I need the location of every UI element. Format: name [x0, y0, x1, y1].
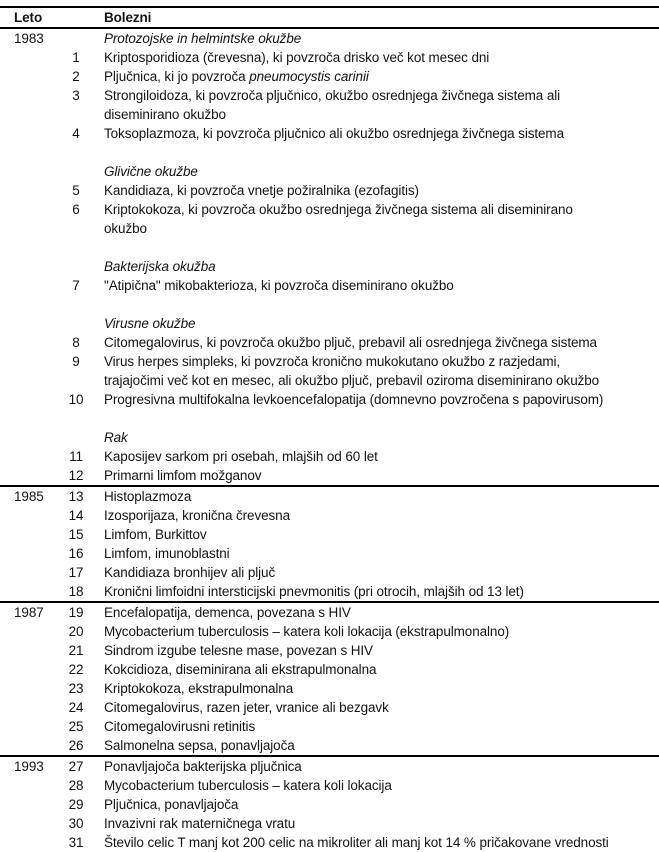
- year-cell: [0, 447, 52, 466]
- table-row: [0, 776, 659, 795]
- disease-text-line: okužbo: [104, 221, 147, 236]
- table-body: [0, 28, 659, 852]
- item-number: 12: [68, 468, 84, 483]
- column-header-leto: Leto: [0, 7, 52, 28]
- spacer-cell: [0, 295, 659, 314]
- disease-text: [100, 506, 659, 525]
- item-number: 17: [68, 565, 84, 580]
- spacer-cell: [0, 409, 659, 428]
- disease-text-line: Kriptokokoza, ekstrapulmonalna: [104, 681, 294, 696]
- disease-text: [100, 124, 659, 143]
- disease-text-line: Progresivna multifokalna levkoencefalopatija (domnevno povzročena s papovirusom): [104, 392, 604, 407]
- year-cell: 1985: [0, 486, 52, 506]
- disease-text-line: Virus herpes simpleks, ki povzroča kronično mukokutano okužbo z razjedami,: [104, 354, 561, 369]
- disease-text: [100, 86, 659, 124]
- year-cell: [0, 582, 52, 602]
- year-cell: [0, 622, 52, 641]
- disease-text: [100, 276, 659, 295]
- disease-group-header: [100, 162, 659, 181]
- table-row: [0, 756, 659, 776]
- year-cell: [0, 698, 52, 717]
- disease-text: [100, 717, 659, 736]
- table-row: [0, 563, 659, 582]
- item-number: [52, 257, 100, 276]
- disease-text: [100, 622, 659, 641]
- year-cell: [0, 333, 52, 352]
- disease-text-line: diseminirano okužbo: [104, 107, 226, 122]
- item-number: 3: [72, 88, 80, 103]
- item-number: 10: [68, 392, 84, 407]
- year-cell: [0, 717, 52, 736]
- item-number: 25: [68, 719, 84, 734]
- spacer-row: [0, 238, 659, 257]
- disease-text-line: Primarni limfom možganov: [104, 468, 262, 483]
- item-number: 19: [52, 602, 100, 622]
- disease-text-line: Citomegalovirus, ki povzroča okužbo pljuč, prebavil ali osrednjega živčnega sistema: [104, 335, 597, 350]
- year-cell: [0, 641, 52, 660]
- item-number: 7: [72, 278, 80, 293]
- year-cell: [0, 776, 52, 795]
- disease-group-label: Glivične okužbe: [104, 164, 198, 179]
- year-cell: [0, 563, 52, 582]
- disease-text: [100, 544, 659, 563]
- item-number: [52, 162, 100, 181]
- disease-text: [100, 486, 659, 506]
- item-number: 26: [68, 738, 84, 753]
- disease-text-line: Kriptokokoza, ki povzroča okužbo osrednjega živčnega sistema ali diseminirano: [104, 202, 573, 217]
- item-number: 2: [72, 69, 80, 84]
- table-row: [0, 833, 659, 852]
- table-row: [0, 181, 659, 200]
- disease-text-line: Mycobacterium tuberculosis – katera koli lokacija: [104, 778, 392, 793]
- disease-text: [100, 200, 659, 238]
- disease-text: [100, 602, 659, 622]
- item-number: [52, 28, 100, 48]
- table-row: [0, 447, 659, 466]
- disease-text-line: Limfom, Burkittov: [104, 527, 207, 542]
- disease-text: [100, 390, 659, 409]
- disease-text: [100, 814, 659, 833]
- spacer-row: [0, 143, 659, 162]
- table-row: [0, 641, 659, 660]
- disease-text-line: Kandidiaza bronhijev ali pljuč: [104, 565, 276, 580]
- disease-text-line: Kokcidioza, diseminirana ali ekstrapulmonalna: [104, 662, 377, 677]
- year-cell: [0, 67, 52, 86]
- disease-text: [100, 563, 659, 582]
- item-number: 1: [72, 50, 80, 65]
- disease-text-line: Kronični limfoidni intersticijski pnevmonitis (pri otrocih, mlajših od 13 let): [104, 584, 524, 599]
- disease-text-line: Strongiloidoza, ki povzroča pljučnico, okužbo osrednjega živčnega sistema ali: [104, 88, 561, 103]
- item-number: 15: [68, 527, 84, 542]
- disease-text: [100, 698, 659, 717]
- item-number: 6: [72, 202, 80, 217]
- item-number: 18: [68, 584, 84, 599]
- year-cell: [0, 506, 52, 525]
- disease-text-line: Limfom, imunoblastni: [104, 546, 230, 561]
- year-cell: [0, 466, 52, 486]
- disease-text: [100, 67, 659, 86]
- item-number: 8: [72, 335, 80, 350]
- disease-text: [100, 181, 659, 200]
- diseases-table: [0, 6, 659, 852]
- disease-group-label: Protozojske in helmintske okužbe: [104, 31, 302, 46]
- disease-text: [100, 679, 659, 698]
- disease-text-line: Histoplazmoza: [104, 489, 192, 504]
- disease-text: [100, 795, 659, 814]
- item-number: 9: [72, 354, 80, 369]
- disease-text-line: Invazivni rak materničnega vratu: [104, 816, 296, 831]
- year-cell: [0, 679, 52, 698]
- table-row: [0, 48, 659, 67]
- disease-text: [100, 833, 659, 852]
- disease-text-line: "Atipična" mikobakterioza, ki povzroča diseminirano okužbo: [104, 278, 454, 293]
- year-cell: 1993: [0, 756, 52, 776]
- year-cell: 1987: [0, 602, 52, 622]
- table-row: [0, 582, 659, 602]
- disease-text: [100, 756, 659, 776]
- disease-group-row: [0, 162, 659, 181]
- table-row: [0, 486, 659, 506]
- disease-text-line: Sindrom izgube telesne mase, povezan s HIV: [104, 643, 373, 658]
- year-cell: [0, 814, 52, 833]
- disease-group-row: [0, 314, 659, 333]
- disease-group-label: Bakterijska okužba: [104, 259, 216, 274]
- column-header-bolezni: Bolezni: [100, 7, 659, 28]
- year-cell: [0, 276, 52, 295]
- table-row: [0, 602, 659, 622]
- item-number: 23: [68, 681, 84, 696]
- disease-group-row: [0, 257, 659, 276]
- disease-text-line: Pljučnica, ponavljajoča: [104, 797, 239, 812]
- year-cell: [0, 200, 52, 238]
- disease-group-header: [100, 257, 659, 276]
- disease-group-header: [100, 428, 659, 447]
- disease-group-row: [0, 28, 659, 48]
- disease-text: [100, 48, 659, 67]
- disease-text-line: Število celic T manj kot 200 celic na mikroliter ali manj kot 14 % pričakovane vrednosti: [104, 835, 609, 850]
- year-cell: [0, 428, 52, 447]
- year-cell: [0, 833, 52, 852]
- table-row: [0, 466, 659, 486]
- table-row: [0, 525, 659, 544]
- spacer-row: [0, 409, 659, 428]
- table-row: [0, 814, 659, 833]
- disease-text-line: Encefalopatija, demenca, povezana s HIV: [104, 605, 351, 620]
- disease-text: [100, 352, 659, 390]
- disease-text: [100, 776, 659, 795]
- item-number: 4: [72, 126, 80, 141]
- disease-text: [100, 660, 659, 679]
- item-number: 22: [68, 662, 84, 677]
- column-header-number: [52, 7, 100, 28]
- table-row: [0, 506, 659, 525]
- year-cell: [0, 181, 52, 200]
- year-cell: [0, 162, 52, 181]
- table-row: [0, 352, 659, 390]
- disease-text-line: Toksoplazmoza, ki povzroča pljučnico ali okužbo osrednjega živčnega sistema: [104, 126, 564, 141]
- table-row: [0, 124, 659, 143]
- disease-text: [100, 641, 659, 660]
- year-cell: [0, 48, 52, 67]
- item-number: 29: [68, 797, 84, 812]
- year-cell: [0, 86, 52, 124]
- year-cell: [0, 660, 52, 679]
- table-row: [0, 200, 659, 238]
- item-number: 21: [68, 643, 84, 658]
- disease-text: [100, 333, 659, 352]
- year-cell: [0, 736, 52, 756]
- disease-text: [100, 447, 659, 466]
- item-number: 20: [68, 624, 84, 639]
- item-number: 31: [68, 835, 84, 850]
- table-row: [0, 717, 659, 736]
- item-number: 16: [68, 546, 84, 561]
- spacer-row: [0, 295, 659, 314]
- item-number: [52, 428, 100, 447]
- table-row: [0, 276, 659, 295]
- item-number: 28: [68, 778, 84, 793]
- disease-text-line: Pljučnica, ki jo povzroča pneumocystis carinii: [104, 69, 369, 84]
- disease-text: [100, 582, 659, 602]
- disease-group-label: Virusne okužbe: [104, 316, 196, 331]
- year-cell: [0, 795, 52, 814]
- disease-group-header: [100, 28, 659, 48]
- disease-text-line: Salmonelna sepsa, ponavljajoča: [104, 738, 295, 753]
- table-header: [0, 7, 659, 28]
- year-cell: [0, 314, 52, 333]
- year-cell: [0, 525, 52, 544]
- item-number: 30: [68, 816, 84, 831]
- disease-group-row: [0, 428, 659, 447]
- disease-group-label: Rak: [104, 430, 128, 445]
- year-cell: [0, 257, 52, 276]
- table-row: [0, 698, 659, 717]
- disease-text-line: Izosporijaza, kronična črevesna: [104, 508, 290, 523]
- table-row: [0, 544, 659, 563]
- year-cell: [0, 544, 52, 563]
- disease-text-line: Kaposijev sarkom pri osebah, mlajših od 60 let: [104, 449, 378, 464]
- disease-text-line: Ponavljajoča bakterijska pljučnica: [104, 759, 302, 774]
- disease-text: [100, 525, 659, 544]
- year-cell: [0, 390, 52, 409]
- table-row: [0, 390, 659, 409]
- disease-text-line: trajajočimi več kot en mesec, ali okužbo pljuč, prebavil oziroma diseminirano okužbo: [104, 373, 600, 388]
- disease-text-line: Mycobacterium tuberculosis – katera koli lokacija (ekstrapulmonalno): [104, 624, 510, 639]
- disease-text-line: Kriptosporidioza (črevesna), ki povzroča drisko več kot mesec dni: [104, 50, 490, 65]
- spacer-cell: [0, 143, 659, 162]
- table-row: [0, 622, 659, 641]
- item-number: [52, 314, 100, 333]
- table-row: [0, 67, 659, 86]
- item-number: 14: [68, 508, 84, 523]
- disease-text-line: Citomegalovirusni retinitis: [104, 719, 256, 734]
- item-number: 24: [68, 700, 84, 715]
- disease-text-line: Kandidiaza, ki povzroča vnetje požiralnika (ezofagitis): [104, 183, 419, 198]
- table-row: [0, 86, 659, 124]
- year-cell: [0, 124, 52, 143]
- disease-group-header: [100, 314, 659, 333]
- item-number: 13: [52, 486, 100, 506]
- table-row: [0, 736, 659, 756]
- spacer-cell: [0, 238, 659, 257]
- item-number: 11: [69, 449, 83, 464]
- disease-text: [100, 466, 659, 486]
- header-row: [0, 7, 659, 28]
- disease-text-italic: pneumocystis carinii: [249, 69, 369, 84]
- table-row: [0, 660, 659, 679]
- disease-text-line: Citomegalovirus, razen jeter, vranice ali bezgavk: [104, 700, 389, 715]
- disease-text: [100, 736, 659, 756]
- year-cell: [0, 352, 52, 390]
- year-cell: 1983: [14, 31, 44, 46]
- table-row: [0, 795, 659, 814]
- table-row: [0, 679, 659, 698]
- item-number: 27: [52, 756, 100, 776]
- table-row: [0, 333, 659, 352]
- item-number: 5: [72, 183, 80, 198]
